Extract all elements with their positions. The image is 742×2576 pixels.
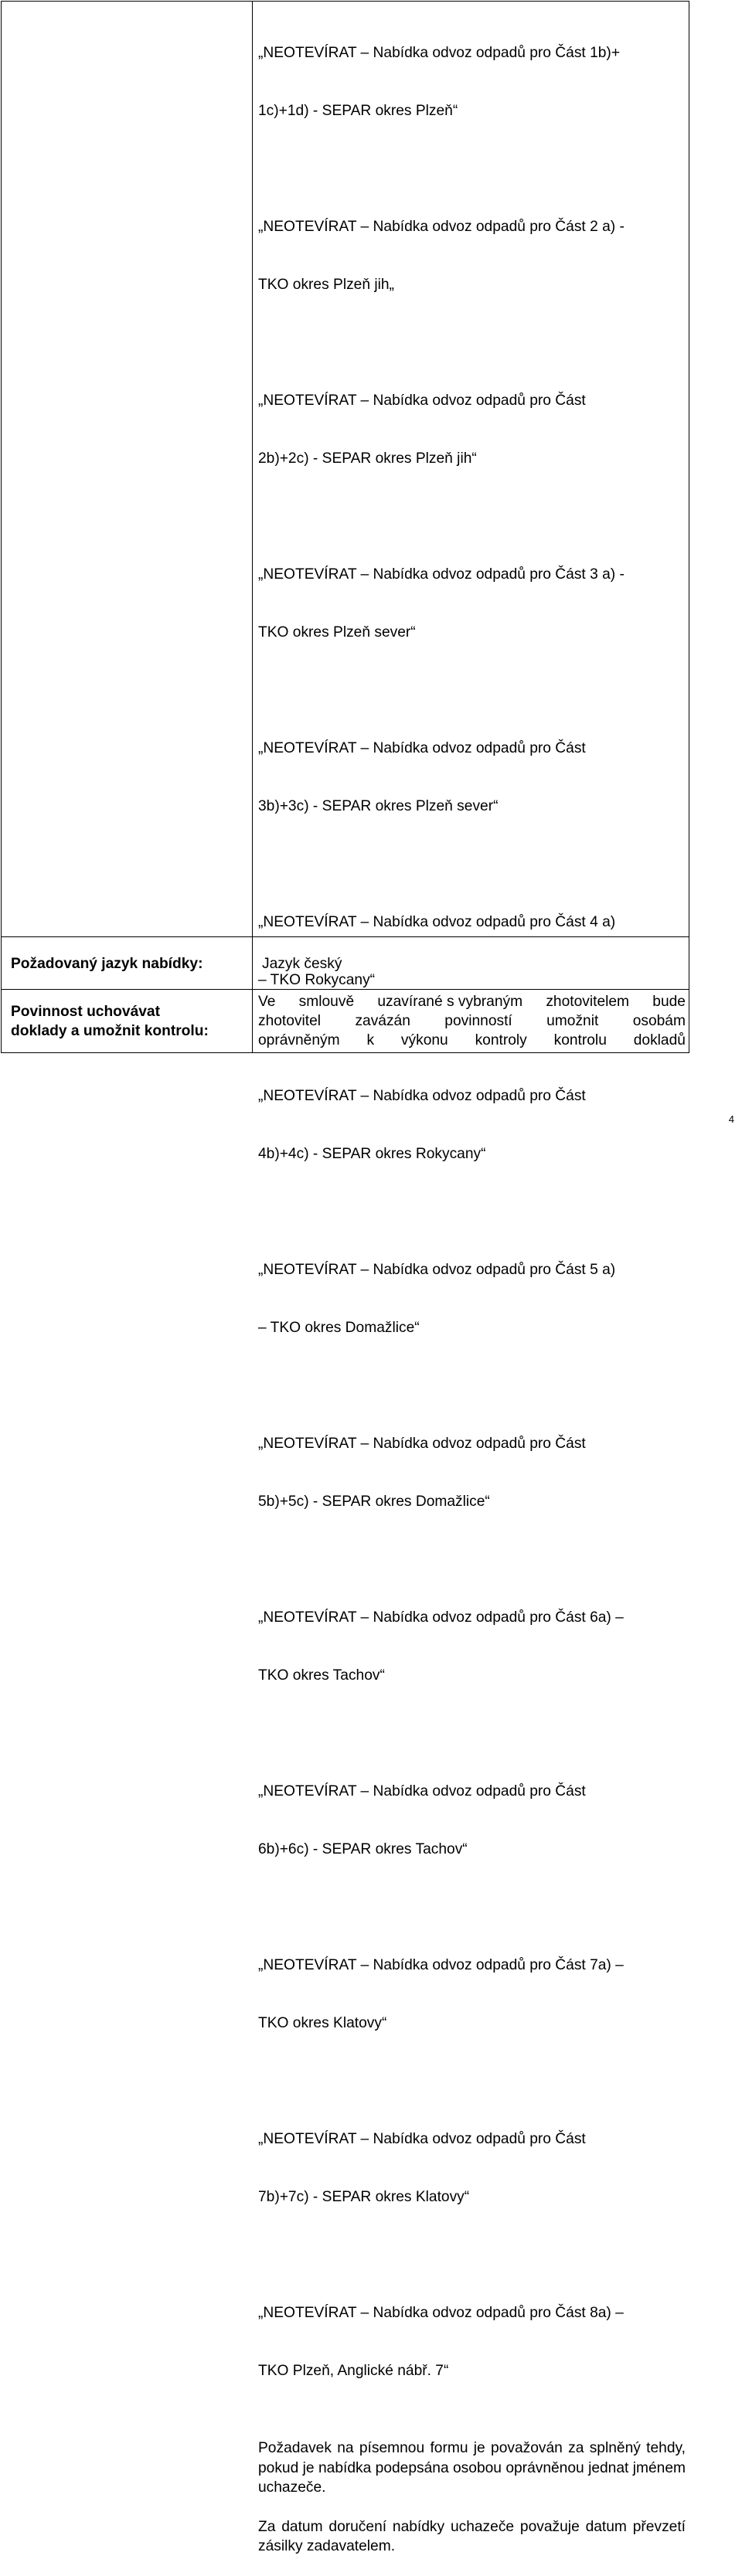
offer-label-line: „NEOTEVÍRAT – Nabídka odvoz odpadů pro Část 8a) – xyxy=(258,2305,624,2321)
offer-label-line: „NEOTEVÍRAT – Nabídka odvoz odpadů pro Část 4 a) xyxy=(258,914,616,930)
offer-label-line: – TKO Rokycany“ xyxy=(258,972,376,988)
offer-label-10 xyxy=(258,1569,686,1724)
offer-label-line: „NEOTEVÍRAT – Nabídka odvoz odpadů pro Část 5 a) xyxy=(258,1262,616,1278)
records-label-line: Povinnost uchovávat xyxy=(11,1004,160,1020)
offer-label-line: TKO okres Plzeň sever“ xyxy=(258,624,416,641)
offer-label-line: TKO okres Tachov“ xyxy=(258,1667,385,1684)
offer-label-line: „NEOTEVÍRAT – Nabídka odvoz odpadů pro Část 7a) – xyxy=(258,1957,624,1973)
offer-label-7 xyxy=(258,1048,686,1202)
word: uzavírané s vybraným xyxy=(377,994,523,1010)
word: smlouvě xyxy=(298,994,355,1010)
offer-label-line: „NEOTEVÍRAT – Nabídka odvoz odpadů pro Část 2 a) - xyxy=(258,219,625,235)
records-label-line: doklady a umožnit kontrolu: xyxy=(11,1023,209,1039)
offer-label-line: 4b)+4c) - SEPAR okres Rokycany“ xyxy=(258,1146,486,1162)
offer-label-line: „NEOTEVÍRAT – Nabídka odvoz odpadů pro Část xyxy=(258,2131,586,2147)
offer-label-line: „NEOTEVÍRAT – Nabídka odvoz odpadů pro Část xyxy=(258,1783,586,1799)
page-number: 4 xyxy=(728,1113,734,1125)
records-value-line-3 xyxy=(258,1031,686,1050)
offer-label-3 xyxy=(258,352,686,507)
offer-label-line: „NEOTEVÍRAT – Nabídka odvoz odpadů pro Část xyxy=(258,740,586,756)
offer-label-14 xyxy=(258,2265,686,2419)
offer-label-line: „NEOTEVÍRAT – Nabídka odvoz odpadů pro Část 6a) – xyxy=(258,1609,624,1626)
offer-label-line: TKO okres Klatovy“ xyxy=(258,2015,387,2031)
offer-label-line: TKO okres Plzeň jih„ xyxy=(258,277,394,293)
delivery-date-paragraph: Za datum doručení nabídky uchazeče považuje datum převzetí zásilky zadavatelem. xyxy=(258,2518,686,2554)
offer-label-1 xyxy=(258,5,686,159)
word: Ve xyxy=(258,994,276,1010)
records-value-line-1 xyxy=(258,992,686,1011)
offer-label-9 xyxy=(258,1395,686,1550)
records-value-line-2 xyxy=(258,1011,686,1031)
word: oprávněným xyxy=(258,1032,340,1048)
offer-label-line: 3b)+3c) - SEPAR okres Plzeň sever“ xyxy=(258,798,499,814)
word: bude xyxy=(652,994,686,1010)
word: kontrolu xyxy=(553,1032,607,1048)
offer-label-13 xyxy=(258,2091,686,2245)
language-value: Jazyk český xyxy=(262,956,342,972)
word: povinností xyxy=(444,1013,512,1029)
offer-label-line: „NEOTEVÍRAT – Nabídka odvoz odpadů pro Část 1b)+ xyxy=(258,45,621,61)
records-label xyxy=(11,1002,209,1041)
word: dokladů xyxy=(633,1032,686,1048)
word: zhotovitelem xyxy=(546,994,630,1010)
offer-label-12 xyxy=(258,1917,686,2071)
word: k xyxy=(366,1032,375,1048)
offer-envelope-labels xyxy=(258,5,686,2576)
written-form-paragraph: Požadavek na písemnou formu je považován za splněný tehdy, pokud je nabídka podepsána osobou oprávněnou jednat jménem uchazeče. xyxy=(258,2440,686,2496)
offer-label-line: 7b)+7c) - SEPAR okres Klatovy“ xyxy=(258,2189,470,2205)
offer-label-5 xyxy=(258,700,686,855)
offer-label-line: 1c)+1d) - SEPAR okres Plzeň“ xyxy=(258,103,458,119)
word: umožnit xyxy=(546,1013,599,1029)
offer-label-line: 6b)+6c) - SEPAR okres Tachov“ xyxy=(258,1841,468,1857)
word: osobám xyxy=(632,1013,686,1029)
column-divider xyxy=(252,1,253,1053)
offer-label-line: „NEOTEVÍRAT – Nabídka odvoz odpadů pro Část xyxy=(258,1436,586,1452)
offer-label-line: „NEOTEVÍRAT – Nabídka odvoz odpadů pro Část xyxy=(258,393,586,409)
offer-label-line: – TKO okres Domažlice“ xyxy=(258,1320,420,1336)
offer-label-4 xyxy=(258,526,686,681)
word: výkonu xyxy=(400,1032,448,1048)
offer-label-line: 2b)+2c) - SEPAR okres Plzeň jih“ xyxy=(258,450,477,467)
language-label: Požadovaný jazyk nabídky: xyxy=(11,956,203,972)
offer-label-line: TKO Plzeň, Anglické nábř. 7“ xyxy=(258,2363,449,2379)
word: zhotovitel xyxy=(258,1013,322,1029)
offer-label-line: 5b)+5c) - SEPAR okres Domažlice“ xyxy=(258,1494,490,1510)
offer-label-2 xyxy=(258,178,686,333)
word: zavázán xyxy=(355,1013,410,1029)
offer-label-line: „NEOTEVÍRAT – Nabídka odvoz odpadů pro Část 3 a) - xyxy=(258,566,625,583)
offer-label-11 xyxy=(258,1743,686,1898)
records-value xyxy=(258,992,686,1050)
word: kontroly xyxy=(475,1032,527,1048)
offer-label-8 xyxy=(258,1222,686,1376)
offer-label-line: „NEOTEVÍRAT – Nabídka odvoz odpadů pro Část xyxy=(258,1088,586,1104)
